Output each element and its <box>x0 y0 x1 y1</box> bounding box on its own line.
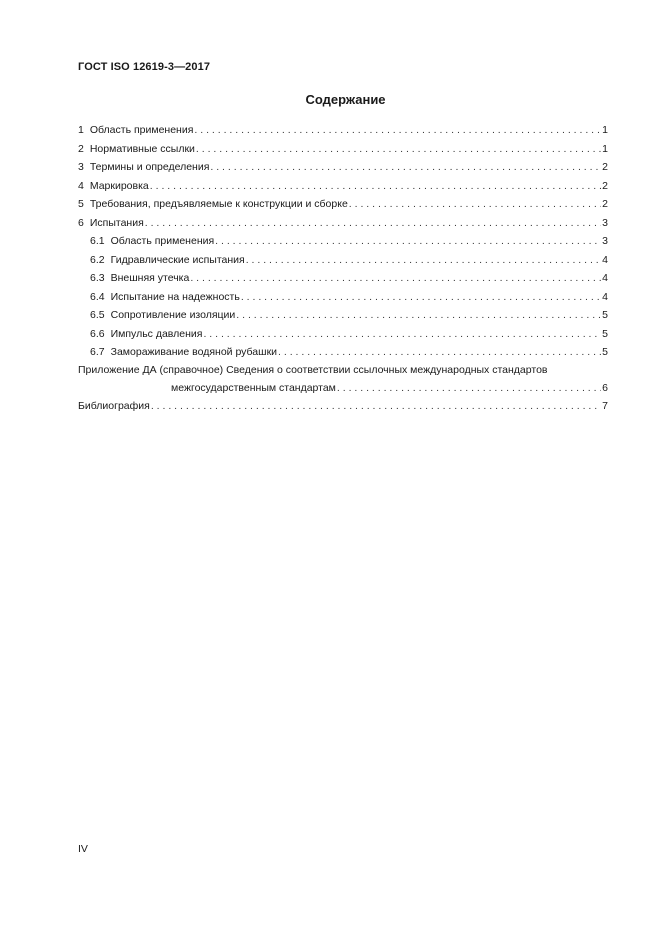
toc-entry-page: 2 <box>602 198 608 210</box>
toc-entry-number: 4 <box>78 179 84 192</box>
toc-leader-dots <box>145 214 601 233</box>
toc-entry-page: 5 <box>602 309 608 321</box>
document-code: ГОСТ ISO 12619-3—2017 <box>78 61 211 73</box>
table-of-contents <box>78 121 608 415</box>
toc-entry-number: 6.6 <box>90 327 105 340</box>
toc-entry-label: Термины и определения <box>89 161 210 173</box>
toc-entry-label: Сопротивление изоляции <box>110 309 236 321</box>
toc-leader-dots <box>203 325 601 344</box>
toc-entry-page: 5 <box>602 327 608 340</box>
toc-entry-label: Требования, предъявляемые к конструкции и сборке <box>89 198 348 210</box>
page-number: IV <box>78 843 88 855</box>
toc-appendix-line1: Приложение ДА (справочное) Сведения о соответствии ссылочных международных стандартов <box>78 363 548 376</box>
toc-entry-label: Область применения <box>89 124 194 136</box>
toc-entry-number: 5 <box>78 198 84 210</box>
toc-leader-dots <box>349 195 601 214</box>
toc-entry[interactable] <box>78 140 608 159</box>
toc-leader-dots <box>150 177 601 196</box>
toc-entry-page: 4 <box>602 290 608 303</box>
toc-entry[interactable] <box>78 177 608 196</box>
toc-subentry[interactable] <box>78 325 608 344</box>
toc-entry[interactable] <box>78 158 608 177</box>
toc-entry-number: 1 <box>78 124 84 136</box>
toc-entry-number: 3 <box>78 161 84 173</box>
toc-subentry[interactable] <box>78 232 608 251</box>
toc-entry-label: Испытания <box>89 216 144 229</box>
toc-appendix-continuation[interactable] <box>78 379 608 397</box>
toc-entry-label: Гидравлические испытания <box>110 253 245 266</box>
toc-title: Содержание <box>305 92 386 107</box>
toc-leader-dots <box>337 379 601 397</box>
toc-entry-number: 6 <box>78 216 84 229</box>
toc-leader-dots <box>151 397 601 416</box>
toc-entry-page: 3 <box>602 235 608 247</box>
toc-entry-number: 2 <box>78 142 84 155</box>
toc-entry-label: Испытание на надежность <box>110 290 240 303</box>
toc-entry-page: 7 <box>602 399 608 412</box>
toc-appendix-line2: межгосударственным стандартам <box>171 381 336 394</box>
toc-entry-page: 4 <box>602 272 608 284</box>
toc-entry-page: 3 <box>602 216 608 229</box>
toc-subentry[interactable] <box>78 343 608 362</box>
toc-entry-page: 1 <box>602 124 608 136</box>
toc-leader-dots <box>241 288 601 307</box>
toc-entry-page: 4 <box>602 253 608 266</box>
toc-entry-page: 1 <box>602 142 608 155</box>
toc-entry-label: Замораживание водяной рубашки <box>110 346 278 358</box>
toc-entry-label: Маркировка <box>89 179 149 192</box>
toc-entry[interactable] <box>78 195 608 214</box>
toc-entry-page: 2 <box>602 161 608 173</box>
toc-leader-dots <box>196 140 601 159</box>
toc-leader-dots <box>246 251 601 270</box>
toc-entry-label: Библиография <box>78 399 150 412</box>
toc-entry[interactable] <box>78 214 608 233</box>
toc-entry-number: 6.4 <box>90 290 105 303</box>
toc-entry-number: 6.5 <box>90 309 105 321</box>
toc-entry-number: 6.2 <box>90 253 105 266</box>
toc-bibliography[interactable] <box>78 397 608 416</box>
toc-subentry[interactable] <box>78 269 608 288</box>
toc-entry-number: 6.1 <box>90 235 105 247</box>
toc-entry-label: Внешняя утечка <box>110 272 190 284</box>
toc-entry-page: 6 <box>602 381 608 394</box>
toc-leader-dots <box>278 343 601 362</box>
toc-entry-label: Импульс давления <box>110 327 203 340</box>
toc-entry-page: 5 <box>602 346 608 358</box>
toc-entry-label: Нормативные ссылки <box>89 142 195 155</box>
toc-subentry[interactable] <box>78 288 608 307</box>
toc-subentry[interactable] <box>78 306 608 325</box>
toc-leader-dots <box>236 306 601 325</box>
toc-leader-dots <box>215 232 601 251</box>
toc-appendix-title[interactable] <box>78 362 608 379</box>
toc-leader-dots <box>210 158 601 177</box>
toc-subentry[interactable] <box>78 251 608 270</box>
toc-entry-page: 2 <box>602 179 608 192</box>
toc-leader-dots <box>190 269 601 288</box>
toc-entry-number: 6.3 <box>90 272 105 284</box>
toc-leader-dots <box>194 121 601 140</box>
toc-entry[interactable] <box>78 121 608 140</box>
toc-entry-number: 6.7 <box>90 346 105 358</box>
toc-entry-label: Область применения <box>110 235 215 247</box>
